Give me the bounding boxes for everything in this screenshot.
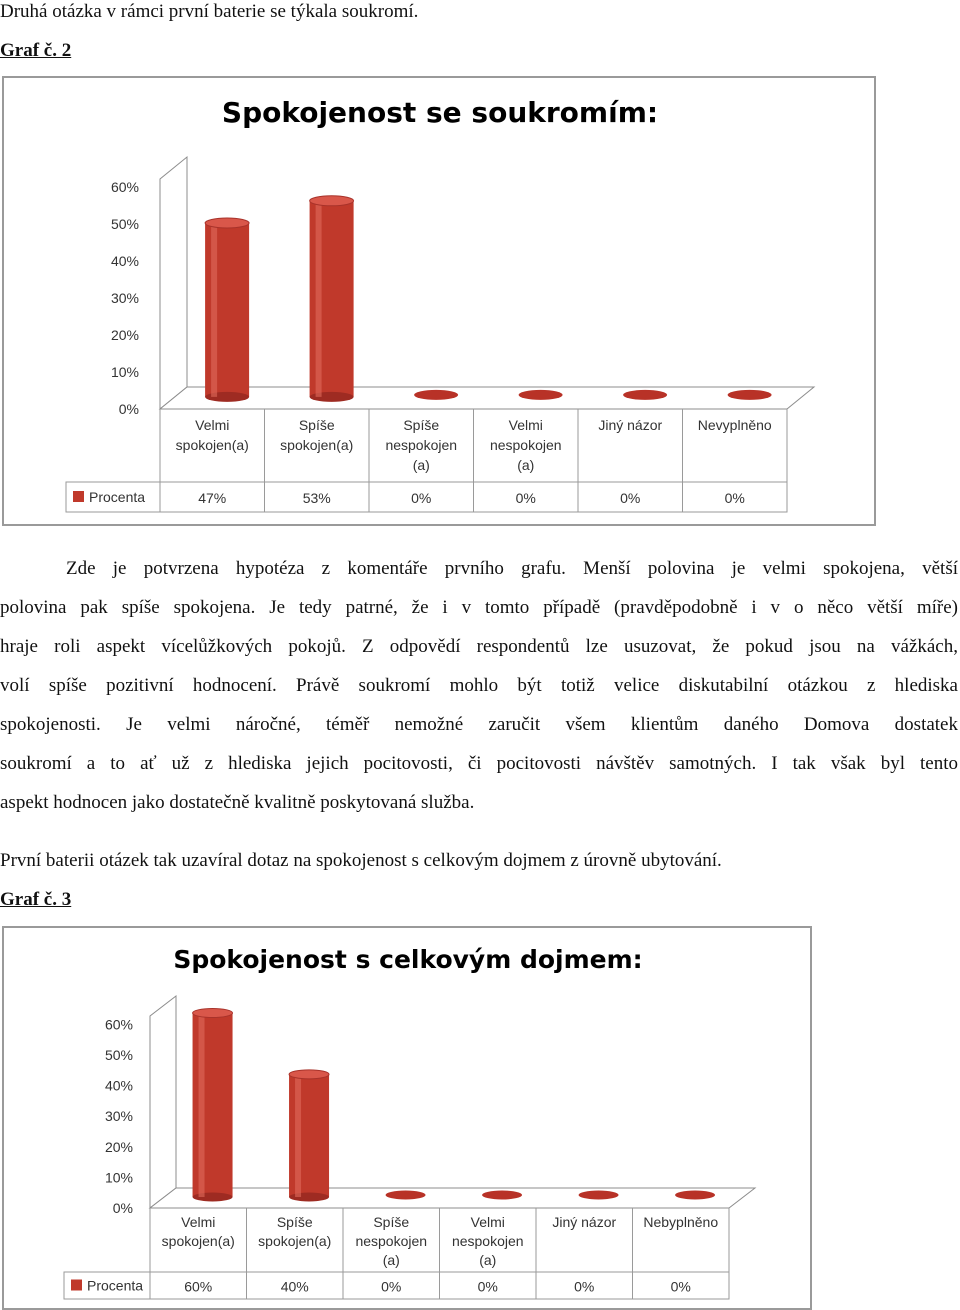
chart-title: Spokojenost se soukromím:	[221, 96, 659, 129]
comment-line-4: volí spíše pozitivní hodnocení. Právě soukromí mohlo být totiž velice diskutabilní otázkou z hlediska	[0, 675, 958, 696]
bar-highlight	[211, 223, 217, 397]
category-label: Velmi	[508, 417, 543, 433]
y-tick-label: 40%	[110, 253, 139, 269]
chart-overall	[2, 926, 812, 1310]
data-value-label: 0%	[574, 1278, 595, 1295]
comment-line-6: soukromí a to ať už z hlediska jejich pocitovosti, či pocitovosti návštěv samotných. I tak však byl tento	[0, 753, 958, 774]
category-label: Spíše	[276, 1214, 313, 1230]
y-tick-label: 30%	[110, 290, 139, 306]
bar-top	[310, 196, 354, 206]
bar-zero-cap	[623, 390, 667, 400]
y-tick-label: 60%	[104, 1016, 133, 1033]
data-value-label: 0%	[620, 490, 641, 506]
data-value-label: 53%	[302, 490, 331, 506]
category-label: (a)	[382, 1252, 400, 1268]
bar-zero-cap	[579, 1191, 619, 1200]
category-label: Spíše	[373, 1214, 410, 1230]
intro-text: Druhá otázka v rámci první baterie se týkala soukromí.	[0, 1, 419, 22]
category-label: (a)	[517, 457, 535, 473]
bar-top	[193, 1009, 233, 1018]
category-label: Spíše	[403, 417, 440, 433]
bar-highlight	[316, 201, 322, 397]
legend-swatch	[71, 1280, 82, 1291]
data-value-label: 0%	[381, 1278, 402, 1295]
comment-line-5: spokojenosti. Je velmi náročné, téměř nemožné zaručit všem klientům daného Domova dostatek	[0, 714, 958, 735]
y-tick-label: 0%	[112, 1200, 133, 1216]
category-label: Velmi	[470, 1214, 505, 1230]
category-label: nespokojen	[385, 437, 458, 453]
left-wall	[160, 157, 187, 409]
y-tick-label: 30%	[104, 1108, 133, 1125]
data-value-label: 40%	[280, 1278, 309, 1295]
category-label: Jiný názor	[598, 417, 663, 433]
bar-highlight	[199, 1013, 205, 1197]
graf2-heading: Graf č. 2	[0, 40, 72, 61]
category-label: nespokojen	[489, 437, 562, 453]
y-tick-label: 10%	[104, 1169, 133, 1186]
category-label: nespokojen	[355, 1233, 428, 1249]
floor	[150, 1188, 755, 1208]
comment-line-2: polovina pak spíše spokojena. Je tedy patrné, že i v tomto případě (pravděpodobně i v o něco větší míře)	[0, 597, 958, 618]
category-label: nespokojen	[451, 1233, 524, 1249]
y-tick-label: 0%	[118, 401, 139, 417]
category-label: Nevyplněno	[697, 417, 772, 433]
chart-privacy	[2, 76, 876, 526]
y-tick-label: 50%	[104, 1047, 133, 1063]
category-label: Velmi	[181, 1214, 216, 1230]
category-label: Nebyplněno	[643, 1214, 719, 1230]
comment-line-1: Zde je potvrzena hypotéza z komentáře prvního grafu. Menší polovina je velmi spokojena, větší	[66, 558, 958, 579]
category-label: Velmi	[195, 417, 230, 433]
category-label: spokojen(a)	[161, 1233, 235, 1249]
bar-zero-cap	[675, 1191, 715, 1200]
bar-zero-cap	[728, 390, 772, 400]
data-value-label: 0%	[411, 490, 432, 506]
category-label: Spíše	[298, 417, 335, 433]
floor	[160, 387, 814, 409]
legend-label: Procenta	[89, 489, 146, 505]
bar-zero-cap	[482, 1191, 522, 1200]
bar-highlight	[295, 1074, 301, 1197]
bar-zero-cap	[386, 1191, 426, 1200]
closing-text: První baterii otázek tak uzavíral dotaz na spokojenost s celkovým dojmem z úrovně ubytování.	[0, 850, 722, 871]
category-label: (a)	[479, 1252, 497, 1268]
category-label: (a)	[412, 457, 430, 473]
y-tick-label: 60%	[110, 179, 139, 195]
bar-top	[205, 218, 249, 228]
chart-title: Spokojenost s celkovým dojmem:	[173, 945, 643, 974]
bar-top	[289, 1070, 329, 1079]
graf3-heading: Graf č. 3	[0, 889, 72, 910]
y-tick-label: 20%	[110, 327, 139, 343]
legend-swatch	[73, 491, 84, 502]
y-tick-label: 40%	[104, 1077, 133, 1094]
category-label: spokojen(a)	[175, 437, 249, 453]
comment-line-3: hraje roli aspekt vícelůžkových pokojů. Z odpovědí respondentů lze usuzovat, že pokud jsou na vážkách,	[0, 636, 958, 657]
legend-label: Procenta	[87, 1277, 144, 1294]
category-label: spokojen(a)	[258, 1233, 332, 1249]
y-tick-label: 10%	[110, 364, 139, 380]
left-wall	[150, 996, 176, 1208]
data-value-label: 0%	[477, 1278, 498, 1295]
comment-line-7: aspekt hodnocen jako dostatečně kvalitně poskytovaná služba.	[0, 792, 475, 813]
data-value-label: 47%	[198, 490, 227, 506]
data-value-label: 0%	[670, 1278, 691, 1295]
category-label: spokojen(a)	[280, 437, 354, 453]
y-tick-label: 20%	[104, 1138, 133, 1155]
category-label: Jiný názor	[552, 1214, 617, 1230]
data-value-label: 0%	[515, 490, 536, 506]
y-tick-label: 50%	[110, 216, 139, 232]
bar-zero-cap	[519, 390, 563, 400]
data-value-label: 0%	[724, 490, 745, 506]
bar-zero-cap	[414, 390, 458, 400]
data-value-label: 60%	[184, 1278, 213, 1295]
